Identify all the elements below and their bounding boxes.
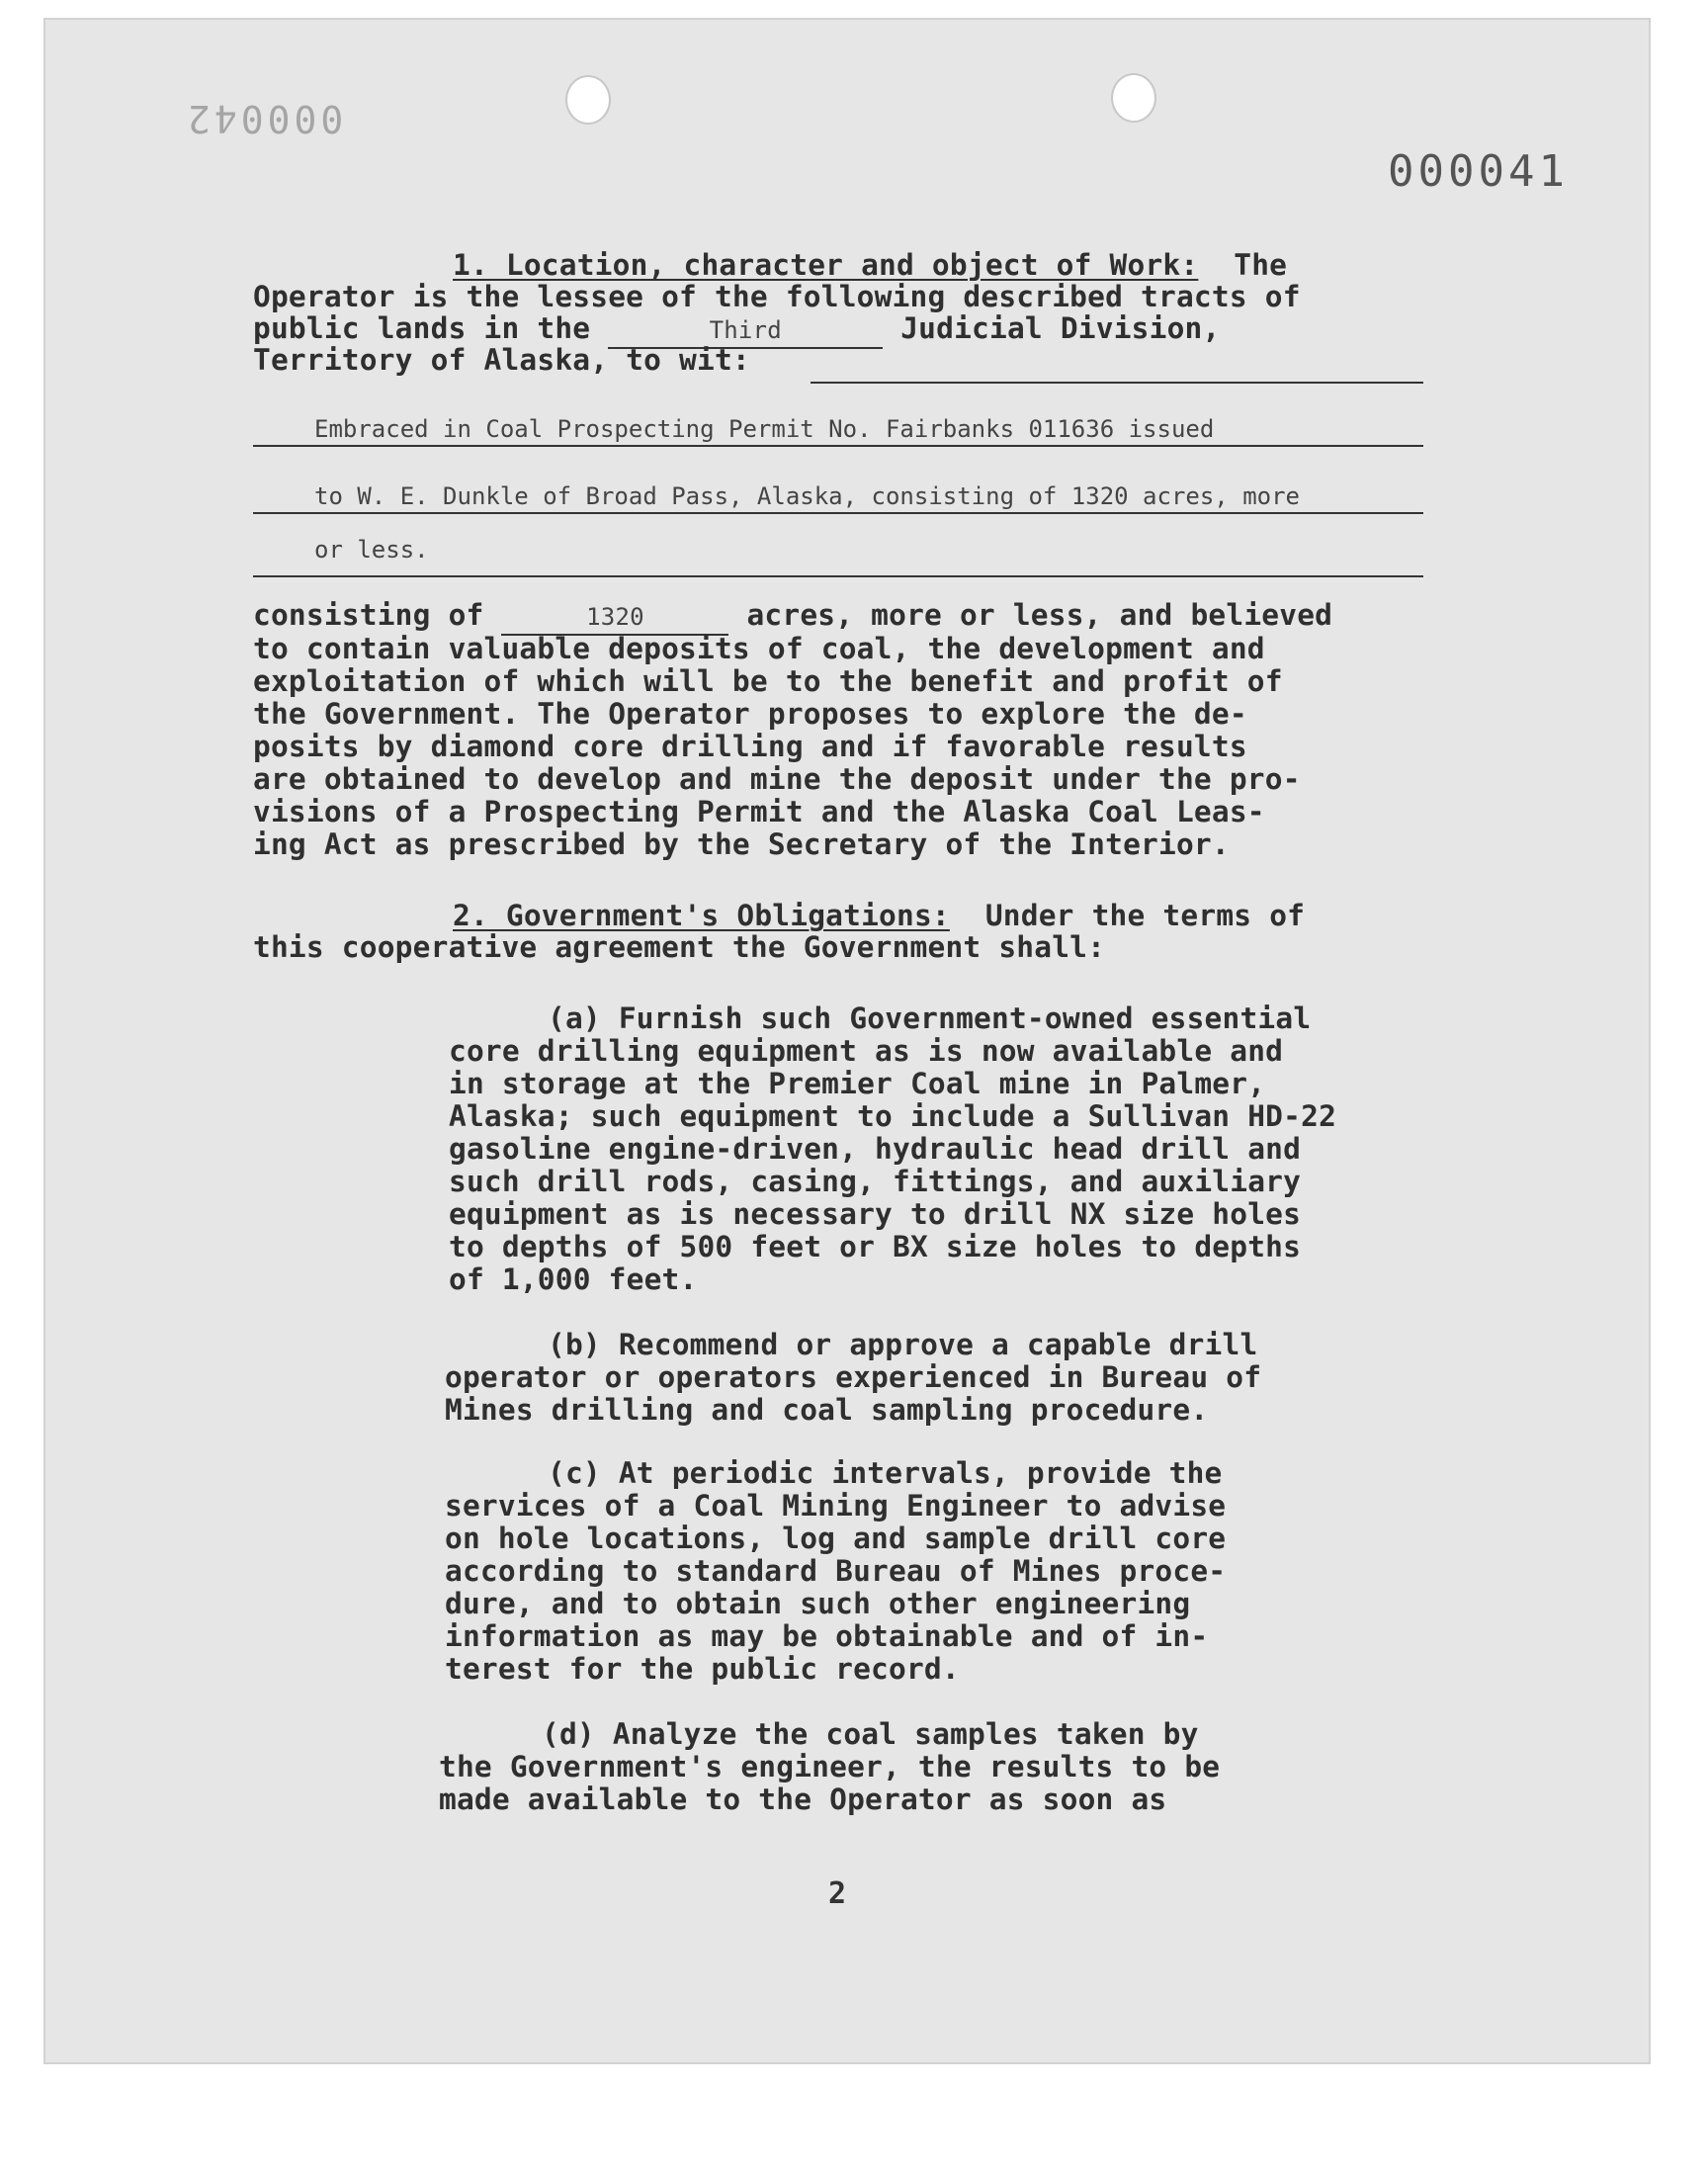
to-wit-underline bbox=[811, 382, 1423, 384]
item-c-line: dure, and to obtain such other engineering bbox=[445, 1587, 1191, 1620]
section1-body-line: visions of a Prospecting Permit and the Alaska Coal Leas- bbox=[253, 795, 1265, 828]
punch-hole-left bbox=[565, 75, 611, 125]
item-b-line: (b) Recommend or approve a capable drill bbox=[548, 1328, 1258, 1361]
item-c-line: services of a Coal Mining Engineer to advise bbox=[445, 1489, 1227, 1522]
item-a-line: core drilling equipment as is now available and bbox=[449, 1034, 1284, 1068]
item-a-line: in storage at the Premier Coal mine in Palmer, bbox=[449, 1067, 1266, 1100]
consisting-line bbox=[253, 599, 1332, 636]
item-a-line: such drill rods, casing, fittings, and auxiliary bbox=[449, 1165, 1302, 1198]
item-a-line: to depths of 500 feet or BX size holes to depths bbox=[449, 1230, 1302, 1263]
section2-line1 bbox=[453, 900, 1305, 932]
section1-body-line: ing Act as prescribed by the Secretary of the Interior. bbox=[253, 827, 1230, 861]
consisting-label: consisting of bbox=[253, 598, 484, 632]
public-lands-label: public lands in the bbox=[253, 311, 591, 345]
page-number: 2 bbox=[828, 1876, 847, 1911]
legal-description-line: Embraced in Coal Prospecting Permit No. Fairbanks 011636 issued bbox=[314, 415, 1215, 443]
legal-description-line: or less. bbox=[314, 536, 429, 564]
item-b-line: operator or operators experienced in Bureau of bbox=[445, 1360, 1262, 1394]
item-a-line: of 1,000 feet. bbox=[449, 1262, 698, 1296]
section1-body-line: posits by diamond core drilling and if favorable results bbox=[253, 730, 1247, 763]
section1-line1-tail: The bbox=[1234, 248, 1288, 282]
section1-body-line: exploitation of which will be to the benefit and profit of bbox=[253, 664, 1283, 698]
item-d-line: made available to the Operator as soon as bbox=[439, 1783, 1167, 1816]
legal-description-rule bbox=[253, 512, 1423, 514]
section1-line4: Territory of Alaska, to wit: bbox=[253, 343, 750, 377]
section2-line2: this cooperative agreement the Government shall: bbox=[253, 930, 1106, 964]
section1-heading: 1. Location, character and object of Work: bbox=[453, 248, 1199, 282]
item-c-line: on hole locations, log and sample drill core bbox=[445, 1522, 1227, 1555]
item-c-line: according to standard Bureau of Mines proce- bbox=[445, 1554, 1227, 1588]
punch-hole-right bbox=[1111, 73, 1156, 123]
section2-line1-tail: Under the terms of bbox=[984, 899, 1306, 932]
bates-stamp-faint: 000042 bbox=[184, 97, 344, 140]
item-d-line: the Government's engineer, the results to be bbox=[439, 1750, 1221, 1784]
division-field: Third bbox=[608, 314, 883, 349]
section1-line1 bbox=[453, 249, 1287, 282]
consisting-tail: acres, more or less, and believed bbox=[746, 598, 1333, 632]
section1-line2: Operator is the lessee of the following described tracts of bbox=[253, 280, 1301, 313]
bates-stamp: 000041 bbox=[1388, 146, 1569, 197]
section1-body-line: are obtained to develop and mine the deposit under the pro- bbox=[253, 762, 1301, 796]
legal-description-rule bbox=[253, 445, 1423, 447]
section1-body-line: to contain valuable deposits of coal, the development and bbox=[253, 632, 1265, 665]
legal-description-rule bbox=[253, 575, 1423, 577]
item-c-line: terest for the public record. bbox=[445, 1652, 960, 1686]
item-d-line: (d) Analyze the coal samples taken by bbox=[542, 1717, 1199, 1751]
judicial-division-label: Judicial Division, bbox=[900, 311, 1221, 345]
item-c-line: (c) At periodic intervals, provide the bbox=[548, 1456, 1223, 1490]
item-b-line: Mines drilling and coal sampling procedure. bbox=[445, 1393, 1209, 1427]
item-a-line: equipment as is necessary to drill NX size holes bbox=[449, 1197, 1302, 1231]
section1-body-line: the Government. The Operator proposes to explore the de- bbox=[253, 697, 1247, 731]
item-c-line: information as may be obtainable and of in- bbox=[445, 1619, 1209, 1653]
section2-heading: 2. Government's Obligations: bbox=[453, 899, 950, 932]
item-a-line: Alaska; such equipment to include a Sullivan HD-22 bbox=[449, 1099, 1337, 1133]
acres-field: 1320 bbox=[501, 601, 728, 636]
item-a-line: gasoline engine-driven, hydraulic head drill and bbox=[449, 1132, 1302, 1166]
legal-description-line: to W. E. Dunkle of Broad Pass, Alaska, consisting of 1320 acres, more bbox=[314, 482, 1300, 510]
item-a-line: (a) Furnish such Government-owned essential bbox=[548, 1001, 1312, 1035]
